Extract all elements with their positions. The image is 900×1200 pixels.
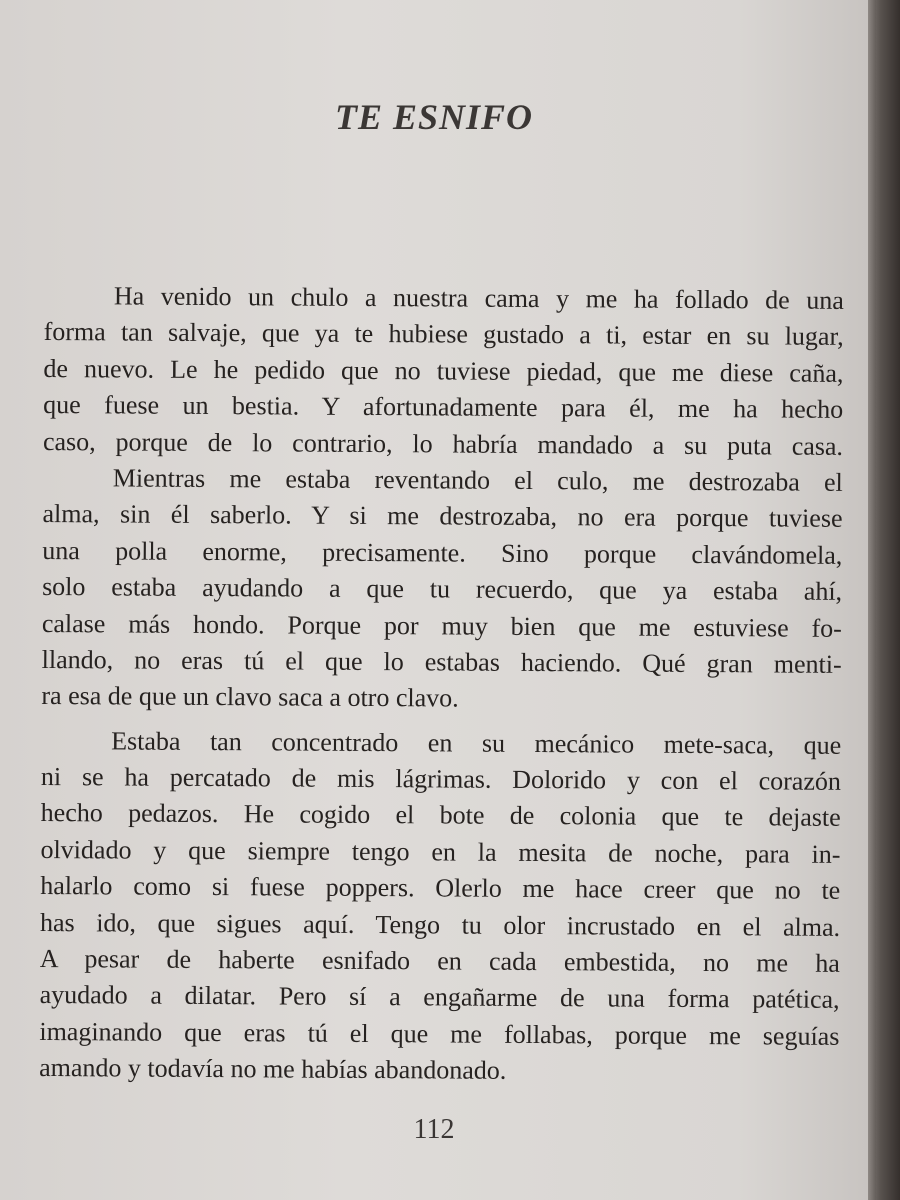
text-line: has ido, que sigues aquí. Tengo tu olor incrustado en el alma. [39, 907, 841, 942]
text-line: ra esa de que un clavo saca a otro clavo. [41, 681, 459, 713]
text-line: alma, sin él saberlo. Y si me destrozaba, no era porque tuviese [42, 499, 843, 534]
text-line: forma tan salvaje, que ya te hubiese gustado a ti, estar en su lugar, [43, 317, 844, 352]
text-line: calase más hondo. Porque por muy bien que me estuviese fo- [41, 608, 842, 643]
page-number: 112 [413, 1114, 455, 1145]
text-line: Mientras me estaba reventando el culo, me destrozaba el [112, 463, 843, 497]
body-text [39, 278, 844, 1091]
text-line: Estaba tan concentrado en su mecánico mete-saca, que [111, 726, 842, 760]
text-line: amando y todavía no me habías abandonado. [39, 1053, 507, 1086]
text-line: hecho pedazos. He cogido el bote de colonia que te dejaste [40, 798, 841, 833]
text-line: caso, porque de lo contrario, lo habría mandado a su puta casa. [42, 426, 844, 461]
text-line: que fuese un bestia. Y afortunadamente para él, me ha hecho [43, 390, 844, 425]
text-line: ayudado a dilatar. Pero sí a engañarme de una forma patética, [39, 980, 840, 1015]
text-line: llando, no eras tú el que lo estabas haciendo. Qué gran menti- [41, 644, 842, 679]
text-line: halarlo como si fuese poppers. Olerlo me hace creer que no te [40, 871, 841, 906]
paragraph-1 [43, 278, 844, 465]
paragraph-3 [39, 723, 841, 1092]
paragraph-2 [41, 460, 843, 720]
text-line: A pesar de haberte esnifado en cada embestida, no me ha [39, 944, 840, 978]
text-line: ni se ha percatado de mis lágrimas. Dolorido y con el corazón [40, 762, 842, 796]
text-line: olvidado y que siempre tengo en la mesita de noche, para in- [40, 834, 841, 869]
chapter-title: TE ESNIFO [334, 97, 534, 137]
text-line: de nuevo. Le he pedido que no tuviese piedad, que me diese caña, [43, 353, 844, 388]
next-page-edge [876, 0, 900, 1200]
text-line: solo estaba ayudando a que tu recuerdo, que ya estaba ahí, [42, 572, 843, 607]
text-line: Ha venido un chulo a nuestra cama y me ha follado de una [113, 281, 844, 315]
text-line: una polla enorme, precisamente. Sino porque clavándomela, [42, 535, 843, 570]
text-line: imaginando que eras tú el que me follabas, porque me seguías [39, 1016, 840, 1051]
